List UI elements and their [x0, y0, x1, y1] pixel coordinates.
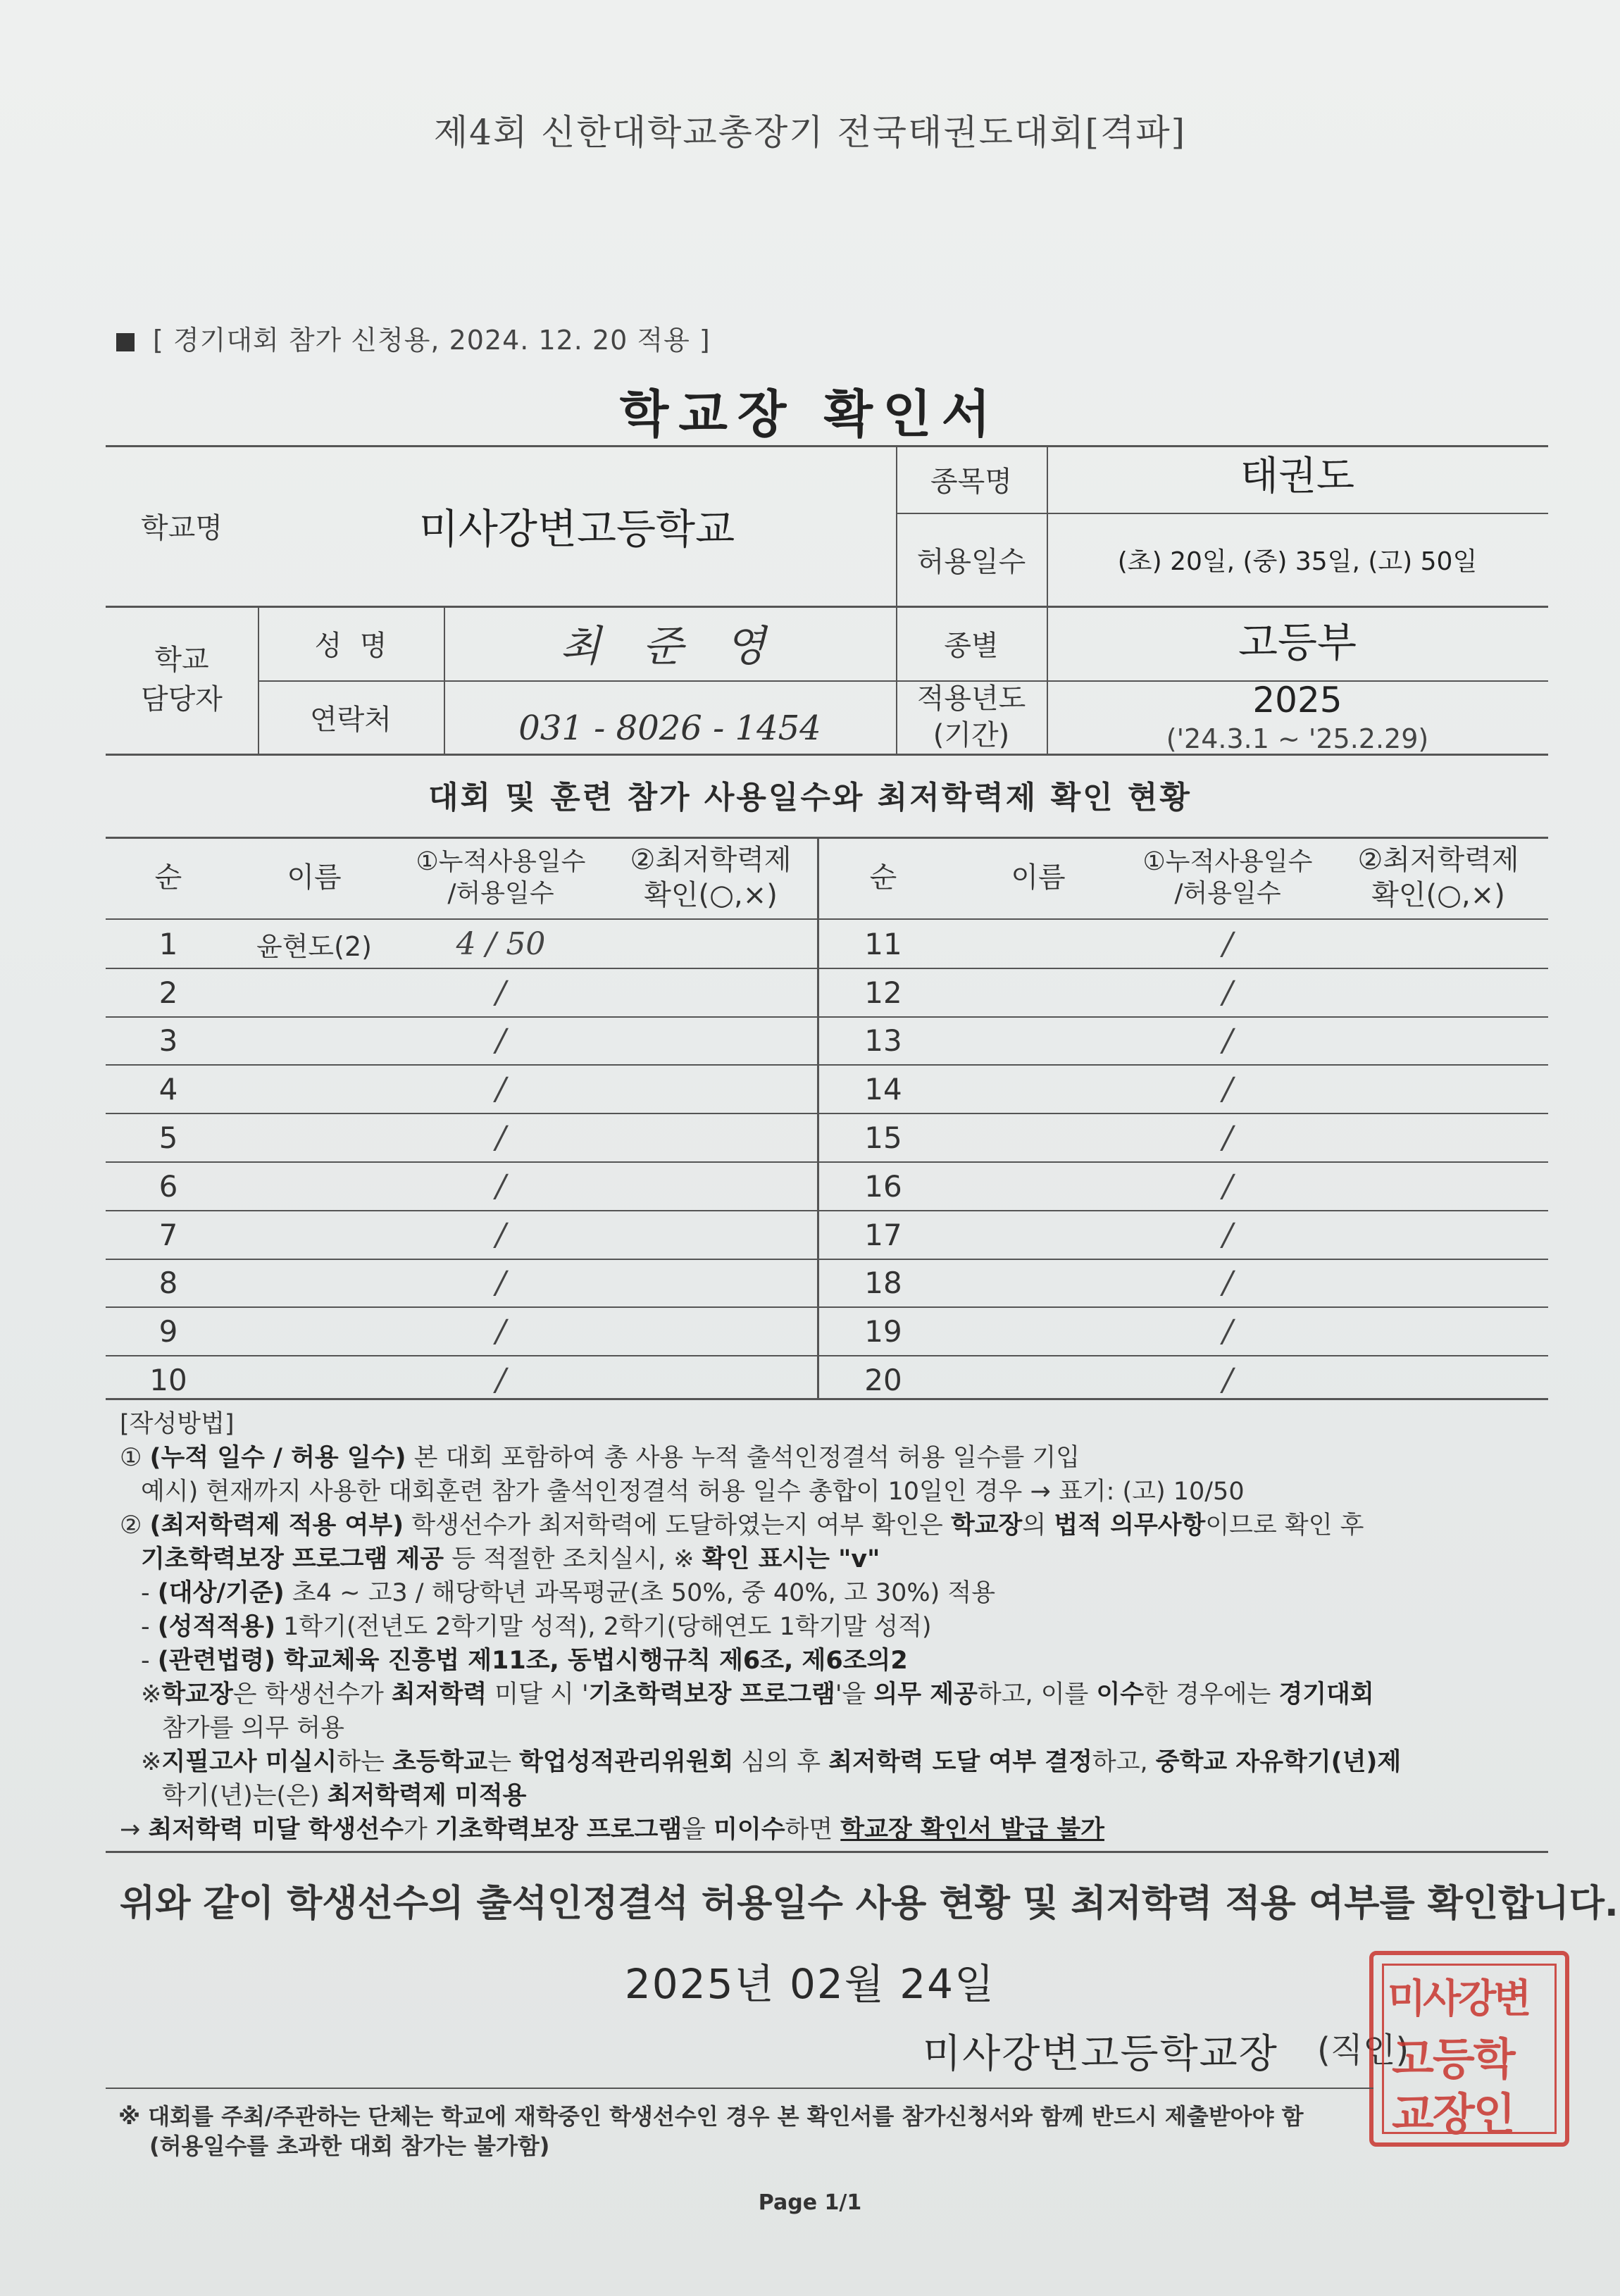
- m12e: 을: [682, 1816, 714, 1844]
- row-left-7-check: [604, 1211, 817, 1259]
- m10a: ※: [141, 1748, 162, 1776]
- row-left-4-days: /: [495, 1071, 506, 1108]
- phone-label: 연락처: [310, 703, 392, 736]
- m3b: (최저학력제 적용 여부): [149, 1511, 404, 1540]
- row-left-9-days: /: [495, 1314, 506, 1350]
- year-label-1: 적용년도: [916, 682, 1026, 715]
- seal-row-1: 미사강변: [1388, 1976, 1529, 2022]
- row-left-1-days: 4 / 50: [456, 925, 546, 962]
- allowed-label: 허용일수: [916, 545, 1026, 578]
- method-line-9: 참가를 의무 허용: [162, 1714, 344, 1742]
- m8j: 이수: [1096, 1680, 1145, 1709]
- col-header-check: [604, 837, 817, 918]
- col-header-days-2-right: /허용일수: [1174, 879, 1281, 908]
- row-right-3-no: 13: [864, 1023, 902, 1059]
- m7c: 학교체육 진흥법 제11조, 동법시행규칙 제6조, 제6조의2: [275, 1647, 908, 1675]
- row-left-10-days: /: [495, 1362, 506, 1399]
- row-left-4-check: [604, 1065, 817, 1113]
- applies-note: [116, 318, 711, 357]
- row-right-8-check: [1328, 1259, 1548, 1308]
- method-line-12: [120, 1813, 1550, 1847]
- row-right-2-days: /: [1222, 974, 1233, 1011]
- row-right-10-name: [949, 1356, 1127, 1404]
- row-right-8-name: [949, 1259, 1127, 1308]
- col-header-days-1: ①누적사용일수: [416, 847, 586, 876]
- issue-date: 2025년 02월 24일: [624, 1960, 996, 2008]
- m3c: 학생선수가 최저학력에 도달하였는지 여부 확인은: [404, 1511, 951, 1540]
- division-value: 고등부: [1238, 618, 1357, 666]
- col-header-days-1-right: ①누적사용일수: [1142, 847, 1313, 876]
- year-value-cell: [1047, 680, 1548, 754]
- col-header-name-right: 이름: [1011, 861, 1066, 894]
- m8g: '을: [835, 1680, 874, 1709]
- row-right-9-no: 19: [864, 1314, 902, 1349]
- m3g: 이므로 확인 후: [1205, 1511, 1364, 1540]
- period-value: ('24.3.1 ~ '25.2.29): [1166, 723, 1429, 754]
- m10b: 지필고사 미실시: [161, 1748, 337, 1776]
- row-right-2-no: 12: [864, 975, 902, 1010]
- sport-label: 종목명: [930, 465, 1012, 498]
- row-left-2-days: /: [495, 974, 506, 1011]
- row-left-6-check: [604, 1162, 817, 1211]
- col-header-check-right: [1328, 837, 1548, 918]
- row-right-5-no: 15: [864, 1121, 902, 1156]
- row-right-7-no: 17: [864, 1217, 902, 1252]
- phone-value: 031 - 8026 - 1454: [518, 709, 821, 748]
- school-value: 미사강변고등학교: [418, 505, 735, 553]
- row-right-3-days: /: [1222, 1023, 1233, 1059]
- footer-notes: [118, 2102, 1548, 2161]
- row-left-3-days: /: [495, 1023, 506, 1059]
- m10j: 중학교 자유학기(년)제: [1155, 1748, 1402, 1776]
- m10f: 학업성적관리위원회: [519, 1748, 734, 1776]
- method-line-11: [120, 1779, 1550, 1813]
- m11b: 최저학력제 미적용: [327, 1782, 527, 1810]
- m10e: 는: [487, 1748, 520, 1776]
- m10i: 하고,: [1092, 1748, 1156, 1776]
- col-header-name: 이름: [287, 861, 342, 894]
- row-right-1-name: [949, 920, 1127, 968]
- school-label: 학교명: [141, 511, 223, 544]
- bullet-square-icon: [116, 333, 135, 351]
- contact-person-label-1: 학교: [154, 644, 209, 676]
- row-left-6-no: 6: [158, 1168, 178, 1204]
- row-left-2-no: 2: [158, 975, 178, 1010]
- m8k: 한 경우에는: [1144, 1680, 1279, 1709]
- col-header-check-1: ②최저학력제: [630, 844, 792, 876]
- document-title: 학교장 확인서: [619, 385, 1001, 444]
- m3e: 의: [1022, 1511, 1054, 1540]
- footer-note-2: (허용일수를 초과한 대회 참가는 불가함): [149, 2133, 550, 2159]
- m8e: 미달 시 ': [487, 1680, 589, 1709]
- row-right-5-check: [1328, 1113, 1548, 1162]
- col-header-no: 순: [154, 861, 182, 894]
- m12f: 미이수: [714, 1816, 785, 1844]
- row-right-7-check: [1328, 1211, 1548, 1259]
- row-left-8-days: /: [495, 1265, 506, 1302]
- row-right-1-check: [1328, 920, 1548, 968]
- row-right-4-check: [1328, 1065, 1548, 1113]
- row-right-7-name: [949, 1211, 1127, 1259]
- m12g: 하면: [785, 1816, 841, 1844]
- m5c: 초4 ~ 고3 / 해당학년 과목평균(초 50%, 중 40%, 고 30%) 적용: [284, 1579, 996, 1607]
- row-left-9-check: [604, 1307, 817, 1356]
- col-header-check-2-right: 확인(○,×): [1371, 879, 1505, 911]
- row-left-9-name: [231, 1307, 397, 1356]
- m11a: 학기(년)는(은): [162, 1782, 328, 1810]
- row-left-7-no: 7: [158, 1217, 178, 1252]
- page-number: Page 1/1: [758, 2190, 862, 2215]
- row-right-6-check: [1328, 1162, 1548, 1211]
- method-line-8: [120, 1678, 1550, 1711]
- contact-person-label: [106, 606, 258, 754]
- row-left-8-check: [604, 1259, 817, 1308]
- method-line-10: [120, 1745, 1550, 1779]
- row-right-6-no: 16: [864, 1168, 902, 1204]
- year-label: [896, 680, 1047, 754]
- writing-instructions: [120, 1407, 1550, 1847]
- col-header-check-2: 확인(○,×): [644, 879, 778, 911]
- method-line-4: [120, 1542, 1550, 1576]
- allowed-value: (초) 20일, (중) 35일, (고) 50일: [1117, 547, 1478, 576]
- m3f: 법적 의무사항: [1054, 1511, 1206, 1540]
- m1b: (누적 일수 / 허용 일수): [149, 1444, 406, 1472]
- row-right-5-days: /: [1222, 1120, 1233, 1156]
- year-label-2: (기간): [933, 719, 1010, 751]
- row-left-5-days: /: [495, 1120, 506, 1156]
- m8h: 의무 제공: [873, 1680, 978, 1709]
- info-table: [106, 445, 1548, 755]
- m8i: 하고, 이를: [977, 1680, 1097, 1709]
- m12d: 기초학력보장 프로그램: [435, 1816, 683, 1844]
- m12h: 학교장 확인서 발급 불가: [840, 1816, 1104, 1844]
- m12b: 최저학력 미달 학생선수: [148, 1816, 404, 1844]
- m7a: -: [141, 1647, 158, 1675]
- row-right-10-no: 20: [864, 1363, 902, 1398]
- row-right-10-days: /: [1222, 1362, 1233, 1399]
- division-label: 종별: [944, 629, 999, 662]
- row-left-5-no: 5: [158, 1121, 178, 1156]
- row-left-4-name: [231, 1065, 397, 1113]
- row-left-3-name: [231, 1017, 397, 1066]
- method-heading: [작성방법]: [120, 1410, 235, 1438]
- m12c: 가: [403, 1816, 435, 1844]
- row-right-6-days: /: [1222, 1168, 1233, 1204]
- col-header-no-right: 순: [869, 861, 897, 894]
- row-right-1-no: 11: [864, 926, 902, 961]
- m5a: -: [141, 1579, 158, 1607]
- m6a: -: [141, 1613, 158, 1641]
- m3a: ②: [120, 1511, 150, 1540]
- method-line-5: [120, 1576, 1550, 1610]
- row-right-6-name: [949, 1162, 1127, 1211]
- method-line-2: 예시) 현재까지 사용한 대회훈련 참가 출석인정결석 허용 일수 총합이 10일인 경우 → 표기: (고) 10/50: [141, 1478, 1245, 1506]
- row-right-4-no: 14: [864, 1072, 902, 1107]
- m4b: 등 적절한 조치실시, ※: [444, 1545, 702, 1573]
- m8c: 은 학생선수가: [232, 1680, 392, 1709]
- event-title: 제4회 신한대학교총장기 전국태권도대회[격파]: [433, 112, 1187, 153]
- row-right-9-check: [1328, 1307, 1548, 1356]
- row-left-3-check: [604, 1017, 817, 1066]
- row-right-7-days: /: [1222, 1216, 1233, 1253]
- name-value: 최 준 영: [559, 622, 780, 671]
- row-left-5-check: [604, 1113, 817, 1162]
- m10d: 초등학교: [392, 1748, 488, 1776]
- principal-name: 미사강변고등학교장: [923, 2031, 1278, 2077]
- row-left-2-check: [604, 968, 817, 1017]
- col-header-days: [397, 837, 604, 918]
- m12a: →: [120, 1816, 149, 1844]
- contact-person-label-2: 담당자: [141, 683, 223, 716]
- row-right-9-name: [949, 1307, 1127, 1356]
- row-right-3-name: [949, 1017, 1127, 1066]
- row-right-8-days: /: [1222, 1265, 1233, 1302]
- year-value: 2025: [1252, 680, 1342, 720]
- seal-label: (직인): [1317, 2030, 1409, 2070]
- m8l: 경기대회: [1278, 1680, 1374, 1709]
- row-left-6-name: [231, 1162, 397, 1211]
- status-title: 대회 및 훈련 참가 사용일수와 최저학력제 확인 현황: [428, 780, 1192, 816]
- m4c: 확인 표시는 "v": [702, 1545, 880, 1573]
- row-left-4-no: 4: [158, 1072, 178, 1107]
- m10h: 최저학력 도달 여부 결정: [828, 1748, 1092, 1776]
- applies-text: [ 경기대회 참가 신청용, 2024. 12. 20 적용 ]: [153, 325, 711, 356]
- m10c: 하는: [337, 1748, 392, 1776]
- row-right-8-no: 18: [864, 1266, 902, 1301]
- row-right-5-name: [949, 1113, 1127, 1162]
- method-line-1: [120, 1441, 1550, 1475]
- row-left-3-no: 3: [158, 1023, 178, 1059]
- confirmation-statement: 위와 같이 학생선수의 출석인정결석 허용일수 사용 현황 및 최저학력 적용 여부를 확인합니다.: [120, 1883, 1619, 1925]
- col-header-days-2: /허용일수: [447, 879, 554, 908]
- row-left-1-check: [604, 920, 817, 968]
- m3d: 학교장: [950, 1511, 1023, 1540]
- row-left-1-no: 1: [158, 926, 178, 961]
- m1c: 본 대회 포함하여 총 사용 누적 출석인정결석 허용 일수를 기입: [406, 1444, 1080, 1472]
- m1a: ①: [120, 1444, 150, 1472]
- method-line-3: [120, 1509, 1550, 1542]
- m4a: 기초학력보장 프로그램 제공: [141, 1545, 444, 1573]
- row-left-8-no: 8: [158, 1266, 178, 1301]
- sport-value: 태권도: [1240, 454, 1355, 499]
- m8f: 기초학력보장 프로그램: [588, 1680, 835, 1709]
- row-right-4-name: [949, 1065, 1127, 1113]
- m5b: (대상/기준): [157, 1579, 285, 1607]
- row-right-9-days: /: [1222, 1314, 1233, 1350]
- seal-row-2: 고등학: [1392, 2033, 1514, 2085]
- row-left-10-no: 10: [149, 1363, 187, 1398]
- m8a: ※: [141, 1680, 162, 1709]
- col-header-days-right: [1127, 837, 1328, 918]
- row-left-1-name: 윤현도(2): [256, 930, 372, 962]
- method-line-7: [120, 1644, 1550, 1678]
- row-right-2-name: [949, 968, 1127, 1017]
- row-right-10-check: [1328, 1356, 1548, 1404]
- status-table: [106, 837, 1548, 1400]
- row-left-10-name: [231, 1356, 397, 1404]
- row-left-7-days: /: [495, 1216, 506, 1253]
- row-right-3-check: [1328, 1017, 1548, 1066]
- footer-note-1: ※ 대회를 주최/주관하는 단체는 학교에 재학중인 학생선수인 경우 본 확인서를 참가신청서와 함께 반드시 제출받아야 함: [118, 2103, 1304, 2130]
- row-right-2-check: [1328, 968, 1548, 1017]
- row-left-8-name: [231, 1259, 397, 1308]
- method-line-6: [120, 1610, 1550, 1644]
- row-left-2-name: [231, 968, 397, 1017]
- m7b: (관련법령): [157, 1647, 275, 1675]
- row-left-9-no: 9: [158, 1314, 178, 1349]
- name-label: 성 명: [314, 629, 387, 662]
- seal-row-3: 교장인: [1392, 2088, 1514, 2140]
- row-left-6-days: /: [495, 1168, 506, 1204]
- row-right-4-days: /: [1222, 1071, 1233, 1108]
- m8b: 학교장: [161, 1680, 233, 1709]
- m8d: 최저학력: [391, 1680, 487, 1709]
- m10g: 심의 후: [733, 1748, 829, 1776]
- m6c: 1학기(전년도 2학기말 성적), 2학기(당해연도 1학기말 성적): [275, 1613, 932, 1641]
- col-header-check-1-right: ②최저학력제: [1357, 844, 1519, 876]
- row-left-5-name: [231, 1113, 397, 1162]
- m6b: (성적적용): [157, 1613, 275, 1641]
- row-right-1-days: /: [1222, 925, 1233, 962]
- row-left-7-name: [231, 1211, 397, 1259]
- row-left-10-check: [604, 1356, 817, 1404]
